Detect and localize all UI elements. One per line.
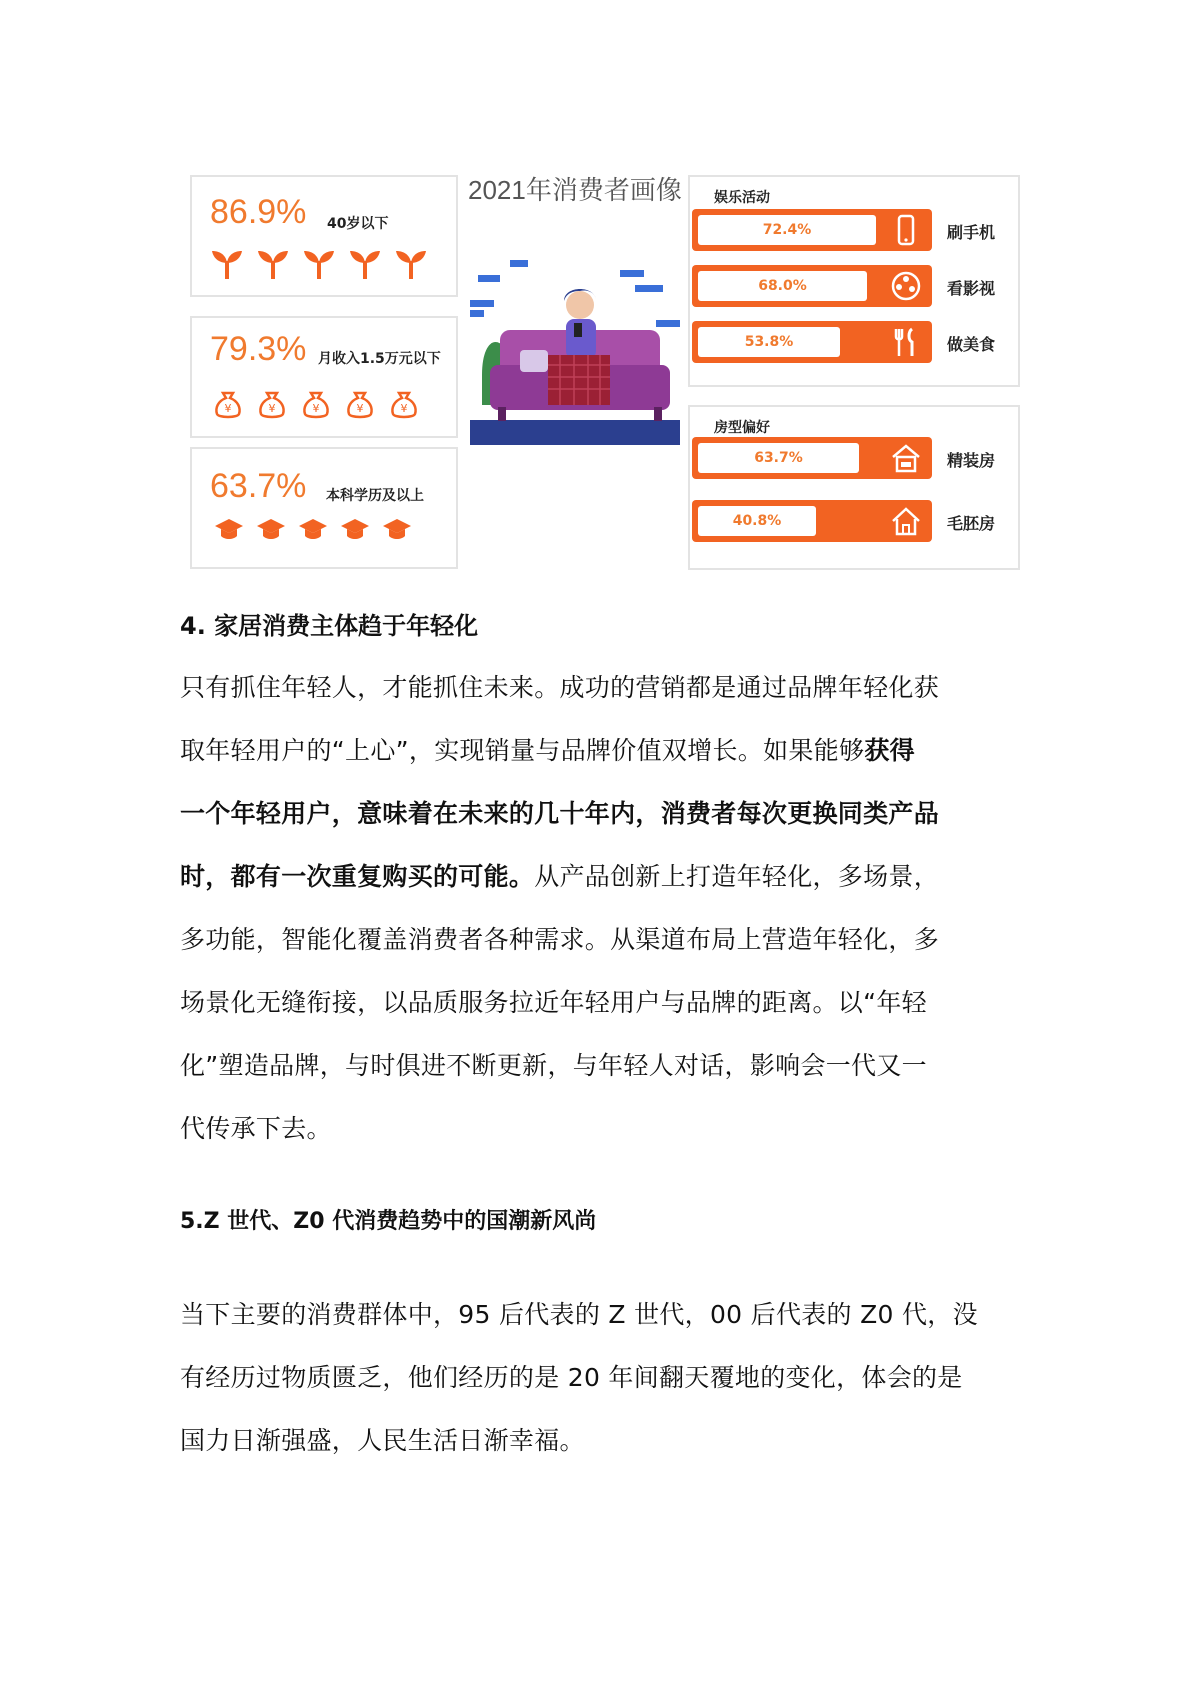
phone-icon xyxy=(890,214,922,246)
sprout-icon xyxy=(210,247,244,281)
paragraph-line: 化”塑造品牌，与时俱进不断更新，与年轻人对话，影响会一代又一 xyxy=(180,1051,927,1080)
money-bag-icon xyxy=(212,388,244,420)
graduation-cap-icon xyxy=(298,517,328,543)
graduation-cap-icon xyxy=(382,517,412,543)
paragraph-line: 只有抓住年轻人，才能抓住未来。成功的营销都是通过品牌年轻化获 xyxy=(180,673,940,702)
stat-card-education xyxy=(190,447,458,569)
bar-label: 毛胚房 xyxy=(947,514,996,533)
bar-label: 精装房 xyxy=(947,451,996,470)
paragraph-line: 有经历过物质匮乏，他们经历的是 20 年间翻天覆地的变化，体会的是 xyxy=(180,1363,963,1392)
bold-text-run: 时，都有一次重复购买的可能。 xyxy=(180,862,535,891)
sprout-icon xyxy=(256,247,290,281)
sprout-icon xyxy=(348,247,382,281)
money-bag-icon xyxy=(388,388,420,420)
percentage-bar xyxy=(692,437,932,479)
paragraph-line: 场景化无缝衔接，以品质服务拉近年轻用户与品牌的距离。以“年轻 xyxy=(180,988,927,1017)
person-on-sofa-illustration xyxy=(470,255,680,445)
paragraph-line: 多功能，智能化覆盖消费者各种需求。从渠道布局上营造年轻化，多 xyxy=(180,925,940,954)
paragraph-line xyxy=(180,845,1030,908)
infographic-title: 2021年消费者画像 xyxy=(468,175,682,205)
bold-text-run: 获得 xyxy=(864,736,915,765)
panel-title: 房型偏好 xyxy=(714,420,770,436)
svg-text:¥: ¥ xyxy=(356,402,364,415)
stat-label: 40岁以下 xyxy=(327,216,389,232)
percentage-bar xyxy=(692,321,932,363)
bar-value: 63.7% xyxy=(698,443,859,473)
section-5-paragraph xyxy=(180,1283,1030,1472)
bar-label: 刷手机 xyxy=(947,223,996,242)
bar-value: 40.8% xyxy=(698,506,816,536)
bold-text-run: 一个年轻用户，意味着在未来的几十年内，消费者每次更换同类产品 xyxy=(180,799,940,828)
money-bag-icon-row xyxy=(212,388,420,420)
section-heading: 4. 家居消费主体趋于年轻化 xyxy=(180,612,479,640)
text-run: 从产品创新上打造年轻化，多场景， xyxy=(534,862,940,891)
svg-text:¥: ¥ xyxy=(224,402,232,415)
svg-text:¥: ¥ xyxy=(400,402,408,415)
sprout-icon xyxy=(302,247,336,281)
section-4-paragraph xyxy=(180,656,1030,1160)
stat-label: 本科学历及以上 xyxy=(326,488,424,504)
utensils-icon xyxy=(890,326,922,358)
graduation-cap-icon xyxy=(256,517,286,543)
text-run: 取年轻用户的“上心”，实现销量与品牌价值双增长。如果能够 xyxy=(180,736,865,765)
stat-card-age xyxy=(190,175,458,297)
bar-value: 68.0% xyxy=(698,271,867,301)
paragraph-line: 代传承下去。 xyxy=(180,1114,332,1143)
bar-label: 做美食 xyxy=(947,335,996,354)
panel-title: 娱乐活动 xyxy=(714,190,770,206)
graduation-cap-icon xyxy=(340,517,370,543)
svg-text:¥: ¥ xyxy=(268,402,276,415)
film-reel-icon xyxy=(890,270,922,302)
graduation-cap-icon xyxy=(214,517,244,543)
paragraph-line xyxy=(180,782,1030,845)
paragraph-line xyxy=(180,719,1030,782)
money-bag-icon xyxy=(256,388,288,420)
paragraph-line: 当下主要的消费群体中，95 后代表的 Z 世代，00 后代表的 Z0 代，没 xyxy=(180,1300,978,1329)
paragraph-line: 国力日渐强盛，人民生活日渐幸福。 xyxy=(180,1426,585,1455)
money-bag-icon xyxy=(344,388,376,420)
stat-percentage: 63.7% xyxy=(210,467,307,505)
stat-percentage: 79.3% xyxy=(210,330,307,368)
furnished-house-icon xyxy=(890,442,922,474)
house-icon xyxy=(890,505,922,537)
sprout-icon-row xyxy=(210,247,428,281)
stat-percentage: 86.9% xyxy=(210,193,307,231)
bar-value: 53.8% xyxy=(698,327,840,357)
svg-text:¥: ¥ xyxy=(312,402,320,415)
percentage-bar xyxy=(692,500,932,542)
sprout-icon xyxy=(394,247,428,281)
stat-label: 月收入1.5万元以下 xyxy=(318,351,441,367)
section-heading: 5.Z 世代、Z0 代消费趋势中的国潮新风尚 xyxy=(180,1209,597,1234)
money-bag-icon xyxy=(300,388,332,420)
bar-label: 看影视 xyxy=(947,279,996,298)
percentage-bar xyxy=(692,265,932,307)
percentage-bar xyxy=(692,209,932,251)
graduation-cap-icon-row xyxy=(214,517,412,543)
housing-panel xyxy=(688,405,1020,570)
bar-value: 72.4% xyxy=(698,215,876,245)
stat-card-income xyxy=(190,316,458,438)
